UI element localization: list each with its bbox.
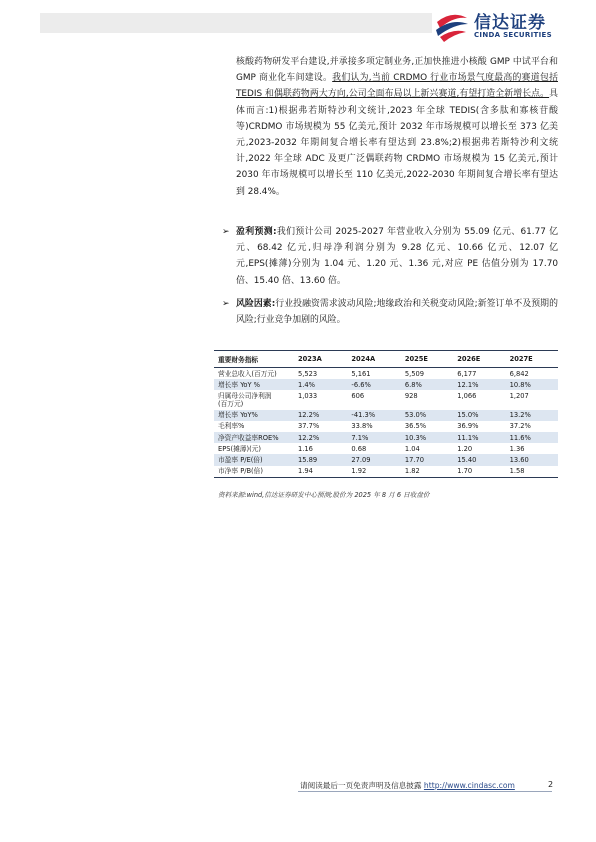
- earnings-forecast-label: 盈利预测:: [236, 227, 277, 237]
- table-cell: 6.8%: [401, 379, 453, 390]
- table-cell: 10.3%: [401, 432, 453, 443]
- table-row: [214, 421, 558, 432]
- table-cell: 36.9%: [457, 422, 479, 431]
- table-cell: 12.1%: [453, 379, 505, 390]
- paragraph-earnings-forecast: [222, 224, 558, 289]
- table-header-cell: 2024A: [347, 351, 400, 368]
- table-row: [214, 410, 558, 421]
- table-row: [214, 390, 558, 409]
- table-cell: 37.2%: [509, 422, 531, 431]
- table-row-label: 归属母公司净利润 (百万元): [218, 391, 272, 408]
- table-cell: 53.0%: [401, 410, 453, 421]
- table-cell: 1.4%: [294, 379, 347, 390]
- table-header-cell: 2026E: [453, 351, 505, 368]
- table-header-cell: 2023A: [294, 351, 347, 368]
- table-cell: 1.70: [453, 466, 505, 478]
- risk-factors-text: 行业投融资需求波动风险;地缘政治和关税变动风险;新签订单不及预期的风险;行业竞争加剧的风险。: [236, 299, 558, 326]
- table-cell: 1.04: [404, 444, 420, 453]
- table-cell: 0.68: [351, 444, 367, 453]
- table-row-label: 增长率 YoY%: [214, 410, 294, 421]
- logo-mark-icon: [432, 6, 472, 46]
- table-cell: -6.6%: [347, 379, 400, 390]
- table-row: [214, 368, 558, 380]
- table-cell: 1.36: [509, 444, 525, 453]
- table-cell: 33.8%: [351, 422, 373, 431]
- table-row-label: 营业总收入(百万元): [218, 369, 277, 378]
- table-header-cell: 2027E: [506, 351, 558, 368]
- table-row-label: 毛利率%: [218, 422, 245, 431]
- table-source-note: 资料来源:wind,信达证券研发中心预测;股价为 2025 年 8 月 6 日收盘价: [218, 491, 430, 499]
- table-cell: 27.09: [347, 454, 400, 465]
- paragraph-crdmo: [236, 54, 558, 200]
- table-cell: 1.20: [457, 444, 473, 453]
- table-cell: 1,207: [509, 391, 529, 400]
- page-number: 2: [548, 780, 554, 789]
- paragraph-crdmo-highlight: 我们认为,当前 CRDMO 行业市场景气度最高的赛道包括 TEDIS 和偶联药物两大方向,公司全面布局以上新兴赛道,有望打造全新增长点。: [236, 73, 558, 100]
- table-cell: 36.5%: [404, 422, 427, 431]
- table-row-label: 净资产收益率ROE%: [214, 432, 294, 443]
- table-cell: 1,066: [457, 391, 477, 400]
- table-body: [214, 368, 558, 478]
- table-cell: 17.70: [401, 454, 453, 465]
- footer-disclaimer: [300, 780, 515, 791]
- table-cell: 11.1%: [453, 432, 505, 443]
- table-cell: 11.6%: [506, 432, 558, 443]
- table-cell: 1,033: [298, 391, 318, 400]
- table-cell: 1.92: [347, 466, 400, 478]
- table-cell: 1.16: [298, 444, 313, 453]
- company-logo: [432, 6, 582, 46]
- table-row: [214, 454, 558, 465]
- footer-text: 请阅读最后一页免责声明及信息披露: [300, 781, 424, 790]
- table-row-label: EPS(摊薄)(元): [218, 444, 262, 453]
- table-cell: 5,509: [404, 369, 424, 378]
- table-row: [214, 466, 558, 478]
- bullet-arrow-icon: ➢: [222, 227, 230, 237]
- table-cell: 12.2%: [294, 410, 347, 421]
- footer-link[interactable]: http://www.cindasc.com: [423, 781, 515, 790]
- table-cell: 6,842: [509, 369, 529, 378]
- table-row-label: 市盈率 P/E(倍): [214, 454, 294, 465]
- table-header-cell: 2025E: [401, 351, 453, 368]
- table-cell: 606: [351, 391, 365, 400]
- table-cell: 1.94: [294, 466, 347, 478]
- table-cell: 37.7%: [298, 422, 320, 431]
- table-cell: 5,523: [298, 369, 318, 378]
- table-cell: 928: [404, 391, 418, 400]
- table-header-cell: 重要财务指标: [214, 351, 294, 368]
- table-cell: 7.1%: [347, 432, 400, 443]
- table-cell: 10.8%: [506, 379, 558, 390]
- table-cell: 12.2%: [294, 432, 347, 443]
- table-cell: 1.82: [401, 466, 453, 478]
- paragraph-risk-factors: [222, 296, 558, 328]
- risk-factors-label: 风险因素:: [236, 299, 276, 309]
- table-cell: 15.0%: [453, 410, 505, 421]
- table-row: [214, 432, 558, 443]
- table-cell: 13.2%: [506, 410, 558, 421]
- logo-text-en: CINDA SECURITIES: [474, 31, 552, 39]
- footer-rule: [298, 791, 552, 792]
- table-row: [214, 379, 558, 390]
- table-row-label: 增长率 YoY %: [214, 379, 294, 390]
- paragraph-crdmo-detail: 具体而言:1)根据弗若斯特沙利文统计,2023 年全球 TEDIS(含多肽和寡核苷酸等)CRDMO 市场规模为 55 亿美元,预计 2032 年市场规模可以增长至 373 亿美元,2023-2032 年期间复合增长率有望达到 23.8%;2)根据弗若斯特沙利文统计,2022 年全球 ADC 及更广泛偶联药物 CRDMO 市场规模为 15 亿美元,预计 2030 年市场规模可以增长至 110 亿美元,2022-2030 年期间复合增长率有望达到 28.4%。: [236, 89, 558, 197]
- bullet-arrow-icon: ➢: [222, 299, 230, 309]
- financial-indicators-table: [214, 350, 558, 478]
- table-cell: 15.40: [453, 454, 505, 465]
- table-header-row: [214, 351, 558, 368]
- table-cell: 6,177: [457, 369, 477, 378]
- table-cell: 1.58: [506, 466, 558, 478]
- header-bar: [40, 13, 432, 33]
- table-row: [214, 443, 558, 454]
- table-cell: -41.3%: [347, 410, 400, 421]
- earnings-forecast-text: 我们预计公司 2025-2027 年营业收入分别为 55.09 亿元、61.77 亿元、68.42 亿元,归母净利润分别为 9.28 亿元、10.66 亿元、12.07 亿元,EPS(摊薄)分别为 1.04 元、1.20 元、1.36 元,对应 PE 估值分别为 17.70 倍、15.40 倍、13.60 倍。: [236, 227, 558, 286]
- table-row-label: 市净率 P/B(倍): [214, 466, 294, 478]
- table-cell: 13.60: [506, 454, 558, 465]
- logo-text-cn: 信达证券: [474, 13, 546, 33]
- table-cell: 5,161: [351, 369, 371, 378]
- table-cell: 15.89: [294, 454, 347, 465]
- paragraph-crdmo-intro: 核酸药物研发平台建设,并承接多项定制业务,正加快推进小核酸 GMP 中试平台和 GMP 商业化车间建设。: [236, 57, 558, 84]
